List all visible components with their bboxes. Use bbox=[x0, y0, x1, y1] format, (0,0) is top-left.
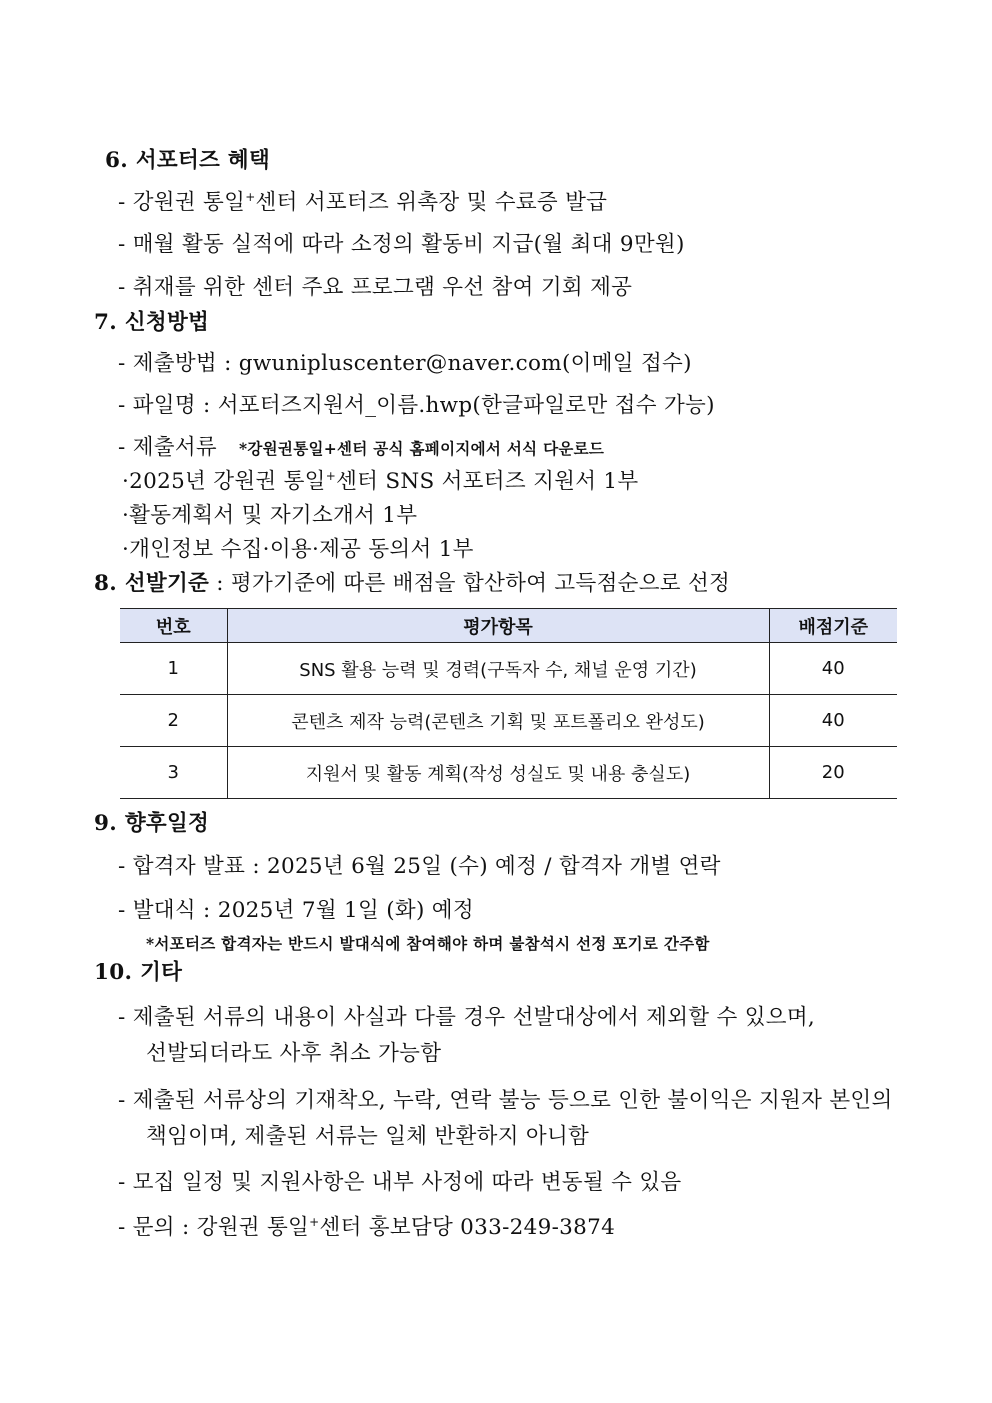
submit-docs-label bbox=[118, 433, 604, 464]
section-8-title: 8. 선발기준 bbox=[94, 571, 210, 596]
section-6-title: 6. 서포터즈 혜택 bbox=[105, 148, 271, 173]
submit-docs-label-text: - 제출서류 bbox=[118, 435, 217, 460]
cell-score: 40 bbox=[769, 643, 897, 695]
schedule-item-2: - 발대식 : 2025년 7월 1일 (화) 예정 bbox=[118, 898, 474, 923]
header-score: 배점기준 bbox=[769, 609, 897, 643]
cell-score: 40 bbox=[769, 695, 897, 747]
section-7-title: 7. 신청방법 bbox=[94, 310, 210, 335]
misc-item-3: - 모집 일정 및 지원사항은 내부 사정에 따라 변동될 수 있음 bbox=[118, 1170, 682, 1195]
header-number: 번호 bbox=[120, 609, 227, 643]
contact-line bbox=[118, 1213, 615, 1243]
misc-item-2-cont: 책임이며, 제출된 서류는 일체 반환하지 아니함 bbox=[146, 1124, 590, 1149]
doc-item-1-text: ·2025년 강원권 통일 bbox=[122, 469, 326, 494]
cell-item: 콘텐츠 제작 능력(콘텐츠 기획 및 포트폴리오 완성도) bbox=[227, 695, 769, 747]
section-10-title: 10. 기타 bbox=[94, 960, 183, 985]
header-item: 평가항목 bbox=[227, 609, 769, 643]
cell-score: 20 bbox=[769, 747, 897, 799]
misc-item-2: - 제출된 서류상의 기재착오, 누락, 연락 불능 등으로 인한 불이익은 지원자 본인의 bbox=[118, 1088, 893, 1113]
misc-item-1: - 제출된 서류의 내용이 사실과 다를 경우 선발대상에서 제외할 수 있으며, bbox=[118, 1005, 816, 1030]
cell-number: 1 bbox=[120, 643, 227, 695]
doc-item-1 bbox=[122, 467, 638, 497]
benefit-item-2: - 매월 활동 실적에 따라 소정의 활동비 지급(월 최대 9만원) bbox=[118, 232, 685, 257]
cell-number: 3 bbox=[120, 747, 227, 799]
section-9-title: 9. 향후일정 bbox=[94, 811, 210, 836]
schedule-note: *서포터즈 합격자는 반드시 발대식에 참여해야 하며 불참석시 선정 포기로 간주함 bbox=[146, 934, 710, 953]
benefit-item-1 bbox=[118, 188, 607, 218]
misc-item-1-cont: 선발되더라도 사후 취소 가능함 bbox=[146, 1041, 442, 1066]
table-row bbox=[120, 643, 897, 695]
doc-item-2: ·활동계획서 및 자기소개서 1부 bbox=[122, 503, 418, 528]
cell-number: 2 bbox=[120, 695, 227, 747]
doc-item-3: ·개인정보 수집·이용·제공 동의서 1부 bbox=[122, 537, 474, 562]
table-row bbox=[120, 695, 897, 747]
plus-superscript: + bbox=[245, 189, 256, 204]
section-8-desc: : 평가기준에 따른 배점을 합산하여 고득점순으로 선정 bbox=[209, 571, 731, 596]
plus-superscript: + bbox=[309, 1214, 320, 1229]
doc-item-1-rest: 센터 SNS 서포터즈 지원서 1부 bbox=[336, 469, 639, 494]
benefit-item-3: - 취재를 위한 센터 주요 프로그램 우선 참여 기회 제공 bbox=[118, 275, 633, 300]
cell-item: 지원서 및 활동 계획(작성 성실도 및 내용 충실도) bbox=[227, 747, 769, 799]
section-8-heading bbox=[94, 569, 730, 599]
submit-method: - 제출방법 : gwunipluscenter@naver.com(이메일 접수) bbox=[118, 351, 692, 376]
schedule-item-1: - 합격자 발표 : 2025년 6월 25일 (수) 예정 / 합격자 개별 연락 bbox=[118, 854, 721, 879]
file-name: - 파일명 : 서포터즈지원서_이름.hwp(한글파일로만 접수 가능) bbox=[118, 393, 715, 418]
plus-superscript: + bbox=[325, 468, 337, 483]
submit-docs-note: *강원권통일+센터 공식 홈페이지에서 서식 다운로드 bbox=[238, 439, 605, 458]
cell-item: SNS 활용 능력 및 경력(구독자 수, 채널 운영 기간) bbox=[227, 643, 769, 695]
table-header-row bbox=[120, 609, 897, 643]
contact-text: - 문의 : 강원권 통일 bbox=[118, 1215, 310, 1240]
criteria-table bbox=[120, 608, 897, 799]
contact-rest: 센터 홍보담당 033-249-3874 bbox=[319, 1215, 616, 1240]
benefit-item-1-rest: 센터 서포터즈 위촉장 및 수료증 발급 bbox=[255, 190, 608, 215]
table-row bbox=[120, 747, 897, 799]
benefit-item-1-text: - 강원권 통일 bbox=[118, 190, 246, 215]
